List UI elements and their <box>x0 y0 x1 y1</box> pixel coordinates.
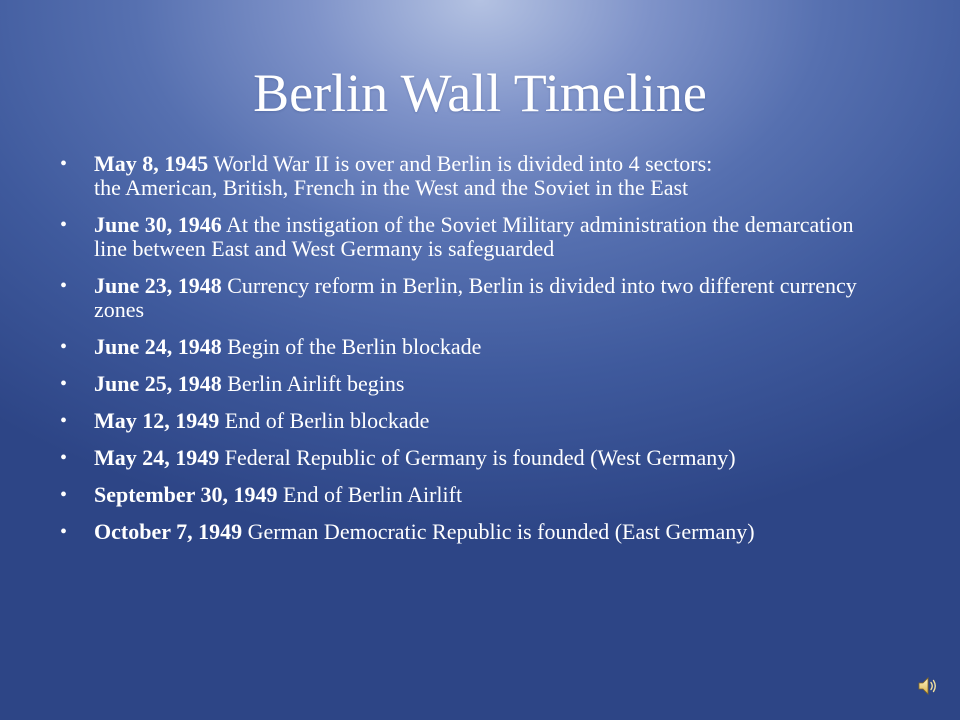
bullet-dot: • <box>60 275 68 297</box>
timeline-text: End of Berlin blockade <box>224 408 430 433</box>
timeline-date: June 25, 1948 <box>94 371 222 396</box>
timeline-item <box>60 409 890 433</box>
bullet-dot: • <box>60 373 68 395</box>
bullet-dot: • <box>60 447 68 469</box>
timeline-text: Berlin Airlift begins <box>227 371 405 396</box>
timeline-item <box>60 483 890 507</box>
timeline-text: End of Berlin Airlift <box>283 482 463 507</box>
timeline-item <box>60 446 890 470</box>
bullet-dot: • <box>60 214 68 236</box>
timeline-text: World War II is over and Berlin is divided into 4 sectors: <box>213 151 713 176</box>
timeline-date: June 30, 1946 <box>94 212 222 237</box>
timeline-date: May 24, 1949 <box>94 445 220 470</box>
timeline-item <box>60 213 890 261</box>
slide-title: Berlin Wall Timeline <box>253 63 707 123</box>
timeline-date: October 7, 1949 <box>94 519 243 544</box>
timeline-list <box>60 152 890 557</box>
timeline-date: June 23, 1948 <box>94 273 222 298</box>
timeline-text: German Democratic Republic is founded (East Germany) <box>247 519 755 544</box>
timeline-text-continued: the American, British, French in the West and the Soviet in the East <box>94 175 689 200</box>
timeline-text: Currency reform in Berlin, Berlin is divided into two different currency zones <box>94 273 857 322</box>
timeline-item <box>60 372 890 396</box>
speaker-icon[interactable] <box>916 674 940 698</box>
bullet-dot: • <box>60 484 68 506</box>
bullet-dot: • <box>60 410 68 432</box>
bullet-dot: • <box>60 336 68 358</box>
timeline-date: May 8, 1945 <box>94 151 209 176</box>
timeline-item <box>60 274 890 322</box>
timeline-text: Begin of the Berlin blockade <box>227 334 482 359</box>
timeline-item <box>60 152 890 200</box>
timeline-date: September 30, 1949 <box>94 482 278 507</box>
timeline-text: At the instigation of the Soviet Military administration the demarcation line between East and West Germany is safeguarded <box>94 212 854 261</box>
timeline-text: Federal Republic of Germany is founded (West Germany) <box>224 445 736 470</box>
timeline-item <box>60 335 890 359</box>
timeline-date: May 12, 1949 <box>94 408 220 433</box>
bullet-dot: • <box>60 521 68 543</box>
timeline-item <box>60 520 890 544</box>
timeline-date: June 24, 1948 <box>94 334 222 359</box>
bullet-dot: • <box>60 153 68 175</box>
